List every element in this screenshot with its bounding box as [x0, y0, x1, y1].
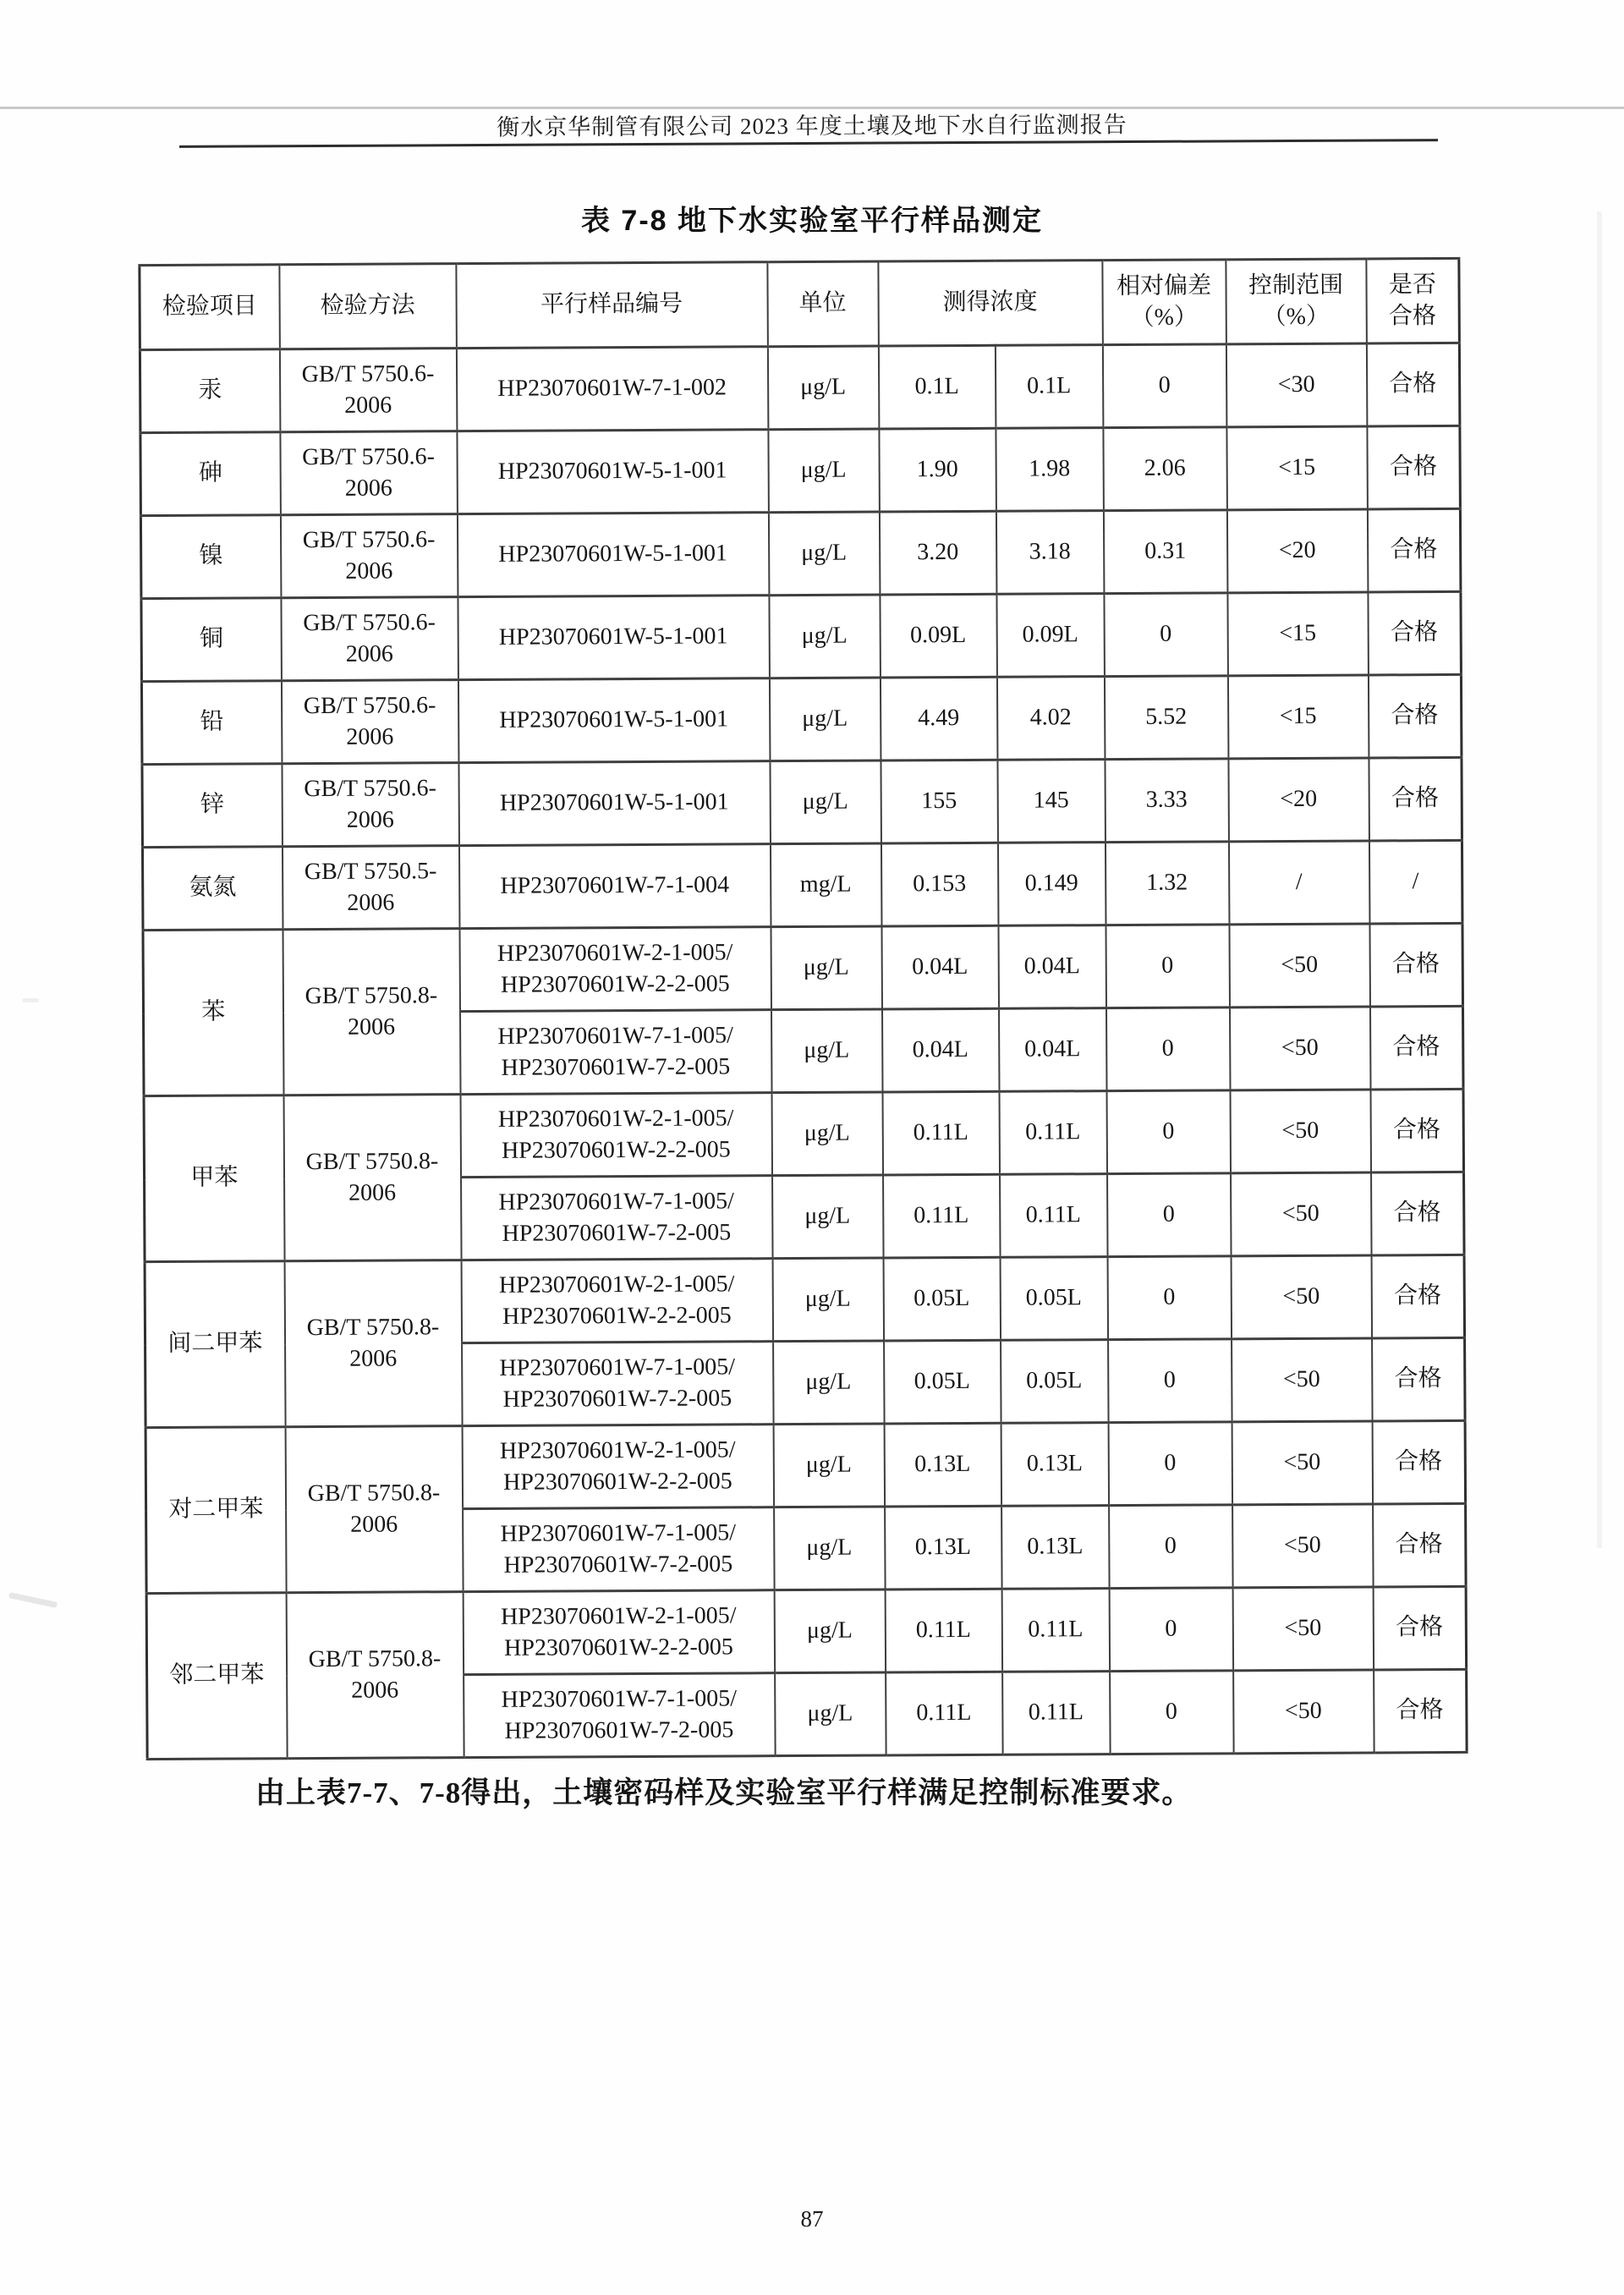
cell-concentration-2: 0.1L: [995, 345, 1103, 429]
cell-sample-id: HP23070601W-7-1-005/ HP23070601W-7-2-005: [463, 1507, 775, 1592]
cell-unit: μg/L: [772, 1258, 884, 1342]
table-row-group-first: [146, 1586, 1467, 1676]
cell-item: 铜: [141, 598, 282, 682]
cell-relative-deviation: 0: [1109, 1505, 1233, 1589]
cell-method: GB/T 5750.5- 2006: [282, 846, 459, 930]
cell-sample-id: HP23070601W-5-1-001: [457, 513, 769, 597]
cell-pass: 合格: [1373, 1503, 1467, 1587]
cell-method: GB/T 5750.6- 2006: [280, 514, 458, 598]
cell-control-range: /: [1228, 841, 1369, 925]
cell-sample-id: HP23070601W-2-1-005/ HP23070601W-2-2-005: [460, 1093, 772, 1178]
table-row: [140, 343, 1460, 432]
col-header-unit: 单位: [767, 261, 879, 347]
cell-method: GB/T 5750.8- 2006: [283, 1095, 461, 1261]
cell-relative-deviation: 1.32: [1105, 842, 1229, 925]
cell-concentration-2: 0.04L: [999, 1008, 1107, 1092]
scan-speck: [22, 998, 39, 1002]
cell-concentration-1: 0.09L: [880, 594, 997, 678]
cell-method: GB/T 5750.6- 2006: [282, 763, 459, 847]
cell-sample-id: HP23070601W-7-1-005/ HP23070601W-7-2-005: [464, 1673, 776, 1758]
cell-concentration-1: 155: [881, 760, 998, 843]
cell-control-range: <50: [1231, 1172, 1372, 1256]
col-header-sample-id: 平行样品编号: [456, 262, 768, 349]
col-header-item: 检验项目: [140, 265, 280, 350]
cell-item: 邻二甲苯: [146, 1593, 287, 1760]
cell-concentration-2: 0.04L: [998, 925, 1106, 1009]
cell-sample-id: HP23070601W-5-1-001: [457, 430, 769, 514]
cell-relative-deviation: 2.06: [1103, 427, 1227, 511]
cell-relative-deviation: 0: [1110, 1671, 1234, 1754]
cell-unit: μg/L: [773, 1424, 885, 1507]
cell-control-range: <20: [1226, 509, 1368, 593]
cell-unit: μg/L: [774, 1507, 886, 1590]
cell-pass: 合格: [1370, 1006, 1464, 1090]
cell-item: 甲苯: [144, 1095, 284, 1262]
cell-item: 锌: [142, 764, 283, 848]
cell-unit: μg/L: [769, 678, 881, 761]
cell-relative-deviation: 0.31: [1103, 510, 1227, 594]
cell-unit: μg/L: [773, 1341, 885, 1425]
cell-unit: μg/L: [767, 346, 879, 430]
cell-pass: 合格: [1374, 1669, 1468, 1753]
cell-unit: μg/L: [768, 429, 880, 513]
cell-method: GB/T 5750.8- 2006: [286, 1592, 464, 1759]
col-header-control-range: 控制范围 （%）: [1226, 259, 1367, 344]
table-row: [140, 508, 1461, 598]
table-row: [140, 426, 1461, 515]
cell-relative-deviation: 0: [1109, 1588, 1233, 1672]
cell-concentration-2: 0.11L: [1000, 1174, 1108, 1258]
cell-sample-id: HP23070601W-7-1-005/ HP23070601W-7-2-005: [462, 1342, 774, 1426]
cell-sample-id: HP23070601W-2-1-005/ HP23070601W-2-2-005: [462, 1425, 774, 1509]
cell-concentration-1: 0.13L: [885, 1506, 1002, 1589]
cell-concentration-1: 4.49: [880, 677, 997, 760]
cell-unit: μg/L: [771, 1092, 883, 1176]
cell-pass: /: [1369, 840, 1462, 924]
cell-control-range: <15: [1227, 675, 1369, 759]
cell-concentration-1: 0.153: [881, 843, 998, 926]
cell-item: 铅: [141, 681, 282, 765]
cell-sample-id: HP23070601W-2-1-005/ HP23070601W-2-2-005: [459, 927, 771, 1012]
cell-item: 砷: [140, 432, 281, 516]
cell-concentration-1: 0.1L: [878, 345, 996, 429]
footer-note: 由上表7-7、7-8得出，土壤密码样及实验室平行样满足控制标准要求。: [255, 1776, 1193, 1809]
cell-concentration-2: 4.02: [996, 677, 1105, 760]
cell-sample-id: HP23070601W-2-1-005/ HP23070601W-2-2-005: [461, 1259, 773, 1343]
table-title: 表 7-8 地下水实验室平行样品测定: [580, 205, 1044, 237]
cell-relative-deviation: 0: [1104, 593, 1228, 677]
cell-pass: 合格: [1372, 1337, 1466, 1421]
cell-concentration-1: 0.05L: [884, 1340, 1001, 1424]
cell-unit: μg/L: [769, 595, 881, 678]
cell-method: GB/T 5750.8- 2006: [283, 929, 460, 1095]
cell-method: GB/T 5750.8- 2006: [284, 1260, 462, 1427]
cell-sample-id: HP23070601W-5-1-001: [458, 678, 770, 763]
cell-pass: 合格: [1371, 1172, 1465, 1255]
table-row-group-first: [143, 923, 1463, 1013]
cell-relative-deviation: 0: [1107, 1256, 1232, 1340]
table-row: [142, 840, 1462, 930]
cell-concentration-2: 0.13L: [1001, 1423, 1109, 1507]
cell-control-range: <50: [1232, 1504, 1374, 1588]
cell-sample-id: HP23070601W-7-1-002: [456, 347, 768, 431]
cell-concentration-2: 0.11L: [1001, 1589, 1110, 1672]
cell-control-range: <50: [1232, 1338, 1373, 1422]
cell-item: 氨氮: [142, 847, 283, 931]
cell-control-range: <50: [1230, 1007, 1371, 1090]
table-header-row: [140, 258, 1460, 349]
cell-pass: 合格: [1373, 1586, 1467, 1670]
cell-unit: μg/L: [771, 926, 882, 1010]
cell-pass: 合格: [1366, 343, 1460, 426]
cell-unit: μg/L: [772, 1175, 884, 1259]
table-row: [141, 591, 1462, 681]
cell-item: 汞: [140, 349, 280, 433]
cell-relative-deviation: 0: [1106, 1090, 1231, 1174]
cell-sample-id: HP23070601W-7-1-004: [458, 844, 771, 929]
cell-unit: μg/L: [774, 1589, 886, 1673]
cell-concentration-1: 3.20: [879, 511, 996, 595]
table-row-group-first: [145, 1420, 1466, 1510]
col-header-pass: 是否 合格: [1366, 258, 1460, 343]
cell-method: GB/T 5750.6- 2006: [281, 680, 458, 764]
cell-pass: 合格: [1368, 591, 1462, 675]
cell-concentration-2: 145: [997, 760, 1106, 843]
cell-concentration-1: 0.11L: [886, 1672, 1003, 1755]
cell-control-range: <15: [1226, 426, 1368, 510]
cell-concentration-2: 0.149: [997, 843, 1106, 926]
cell-relative-deviation: 5.52: [1104, 676, 1228, 760]
cell-concentration-2: 1.98: [996, 428, 1104, 512]
cell-item: 对二甲苯: [145, 1427, 286, 1594]
cell-pass: 合格: [1371, 1255, 1465, 1338]
cell-relative-deviation: 0: [1106, 1007, 1231, 1091]
cell-item: 苯: [143, 930, 283, 1096]
report-header-title: 衡水京华制管有限公司 2023 年度土壤及地下水自行监测报告: [497, 112, 1127, 140]
cell-sample-id: HP23070601W-7-1-005/ HP23070601W-7-2-005: [461, 1176, 773, 1260]
cell-relative-deviation: 0: [1107, 1173, 1232, 1257]
scan-speck: [8, 1592, 58, 1608]
cell-relative-deviation: 0: [1108, 1339, 1232, 1423]
cell-method: GB/T 5750.6- 2006: [280, 431, 458, 515]
cell-relative-deviation: 3.33: [1105, 759, 1229, 843]
scan-edge-shadow: [1597, 211, 1602, 1548]
cell-unit: μg/L: [771, 1009, 883, 1093]
cell-concentration-2: 0.05L: [1001, 1340, 1109, 1424]
cell-sample-id: HP23070601W-2-1-005/ HP23070601W-2-2-005: [463, 1590, 775, 1675]
cell-pass: 合格: [1367, 508, 1461, 592]
cell-concentration-1: 0.04L: [882, 1008, 1000, 1092]
table-row: [142, 757, 1462, 847]
cell-concentration-1: 0.11L: [885, 1589, 1002, 1672]
cell-control-range: <50: [1229, 924, 1370, 1007]
cell-unit: mg/L: [770, 843, 881, 927]
cell-control-range: <20: [1228, 758, 1369, 842]
cell-item: 镍: [140, 515, 281, 599]
cell-relative-deviation: 0: [1108, 1422, 1232, 1506]
table-row: [141, 674, 1462, 764]
cell-concentration-2: 3.18: [996, 511, 1104, 595]
cell-concentration-1: 0.11L: [882, 1091, 1000, 1175]
table-container: [138, 257, 1465, 1760]
cell-concentration-1: 0.11L: [883, 1174, 1001, 1258]
cell-relative-deviation: 0: [1102, 344, 1226, 428]
page-number: 87: [800, 2206, 824, 2232]
col-header-method: 检验方法: [279, 264, 457, 349]
cell-concentration-1: 0.05L: [883, 1257, 1001, 1341]
cell-pass: 合格: [1372, 1420, 1466, 1504]
cell-control-range: <15: [1227, 592, 1369, 676]
cell-control-range: <50: [1230, 1090, 1371, 1173]
cell-sample-id: HP23070601W-5-1-001: [458, 761, 771, 846]
cell-relative-deviation: 0: [1106, 925, 1230, 1008]
cell-concentration-1: 0.04L: [881, 925, 999, 1009]
parallel-sample-table: [138, 257, 1468, 1760]
cell-control-range: <50: [1233, 1670, 1374, 1754]
cell-pass: 合格: [1370, 1089, 1464, 1172]
cell-method: GB/T 5750.6- 2006: [279, 349, 457, 432]
cell-unit: μg/L: [770, 760, 881, 844]
cell-concentration-1: 1.90: [879, 428, 996, 512]
cell-control-range: <50: [1232, 1587, 1374, 1671]
col-header-concentration: 测得浓度: [878, 261, 1103, 346]
cell-control-range: <30: [1226, 343, 1367, 427]
cell-unit: μg/L: [775, 1672, 886, 1756]
cell-method: GB/T 5750.6- 2006: [281, 597, 458, 681]
cell-pass: 合格: [1369, 923, 1463, 1007]
cell-sample-id: HP23070601W-5-1-001: [458, 596, 770, 680]
cell-control-range: <50: [1231, 1255, 1372, 1339]
cell-concentration-2: 0.09L: [996, 594, 1105, 678]
cell-unit: μg/L: [768, 512, 880, 596]
cell-concentration-1: 0.13L: [884, 1423, 1001, 1507]
cell-concentration-2: 0.13L: [1001, 1506, 1110, 1589]
cell-method: GB/T 5750.8- 2006: [285, 1426, 463, 1593]
cell-concentration-2: 0.11L: [999, 1091, 1107, 1175]
cell-pass: 合格: [1368, 674, 1462, 758]
table-row-group-first: [145, 1255, 1465, 1344]
cell-pass: 合格: [1369, 757, 1462, 841]
cell-concentration-2: 0.11L: [1002, 1672, 1111, 1755]
cell-pass: 合格: [1367, 426, 1461, 509]
cell-control-range: <50: [1232, 1421, 1373, 1505]
cell-concentration-2: 0.05L: [1000, 1257, 1108, 1341]
cell-sample-id: HP23070601W-7-1-005/ HP23070601W-7-2-005: [460, 1010, 772, 1095]
col-header-relative-deviation: 相对偏差 （%）: [1102, 260, 1226, 345]
table-row-group-first: [144, 1089, 1464, 1178]
cell-item: 间二甲苯: [145, 1261, 285, 1428]
